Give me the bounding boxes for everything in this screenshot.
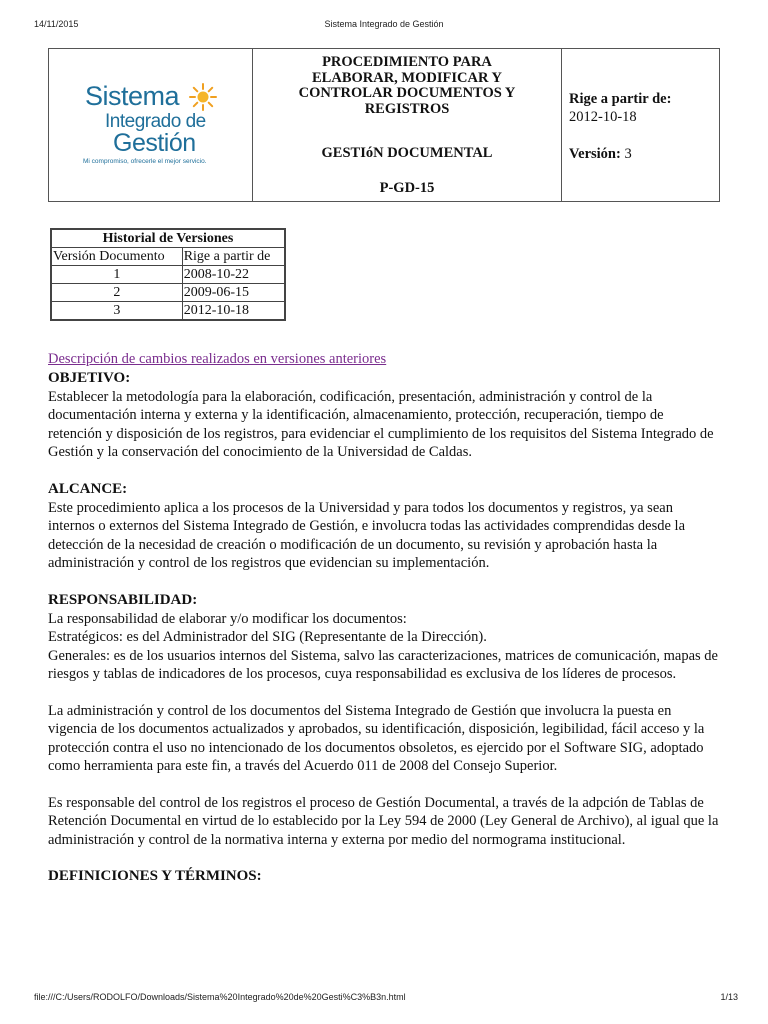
history-col-version: Versión Documento xyxy=(51,248,182,266)
history-version: 3 xyxy=(51,302,182,321)
history-col-date: Rige a partir de xyxy=(182,248,285,266)
changes-link[interactable]: Descripción de cambios realizados en versiones anteriores xyxy=(48,351,387,367)
objetivo-heading: OBJETIVO: xyxy=(48,369,131,386)
table-row xyxy=(51,302,285,321)
definiciones-heading: DEFINICIONES Y TÉRMINOS: xyxy=(48,868,262,884)
title-cell xyxy=(253,49,562,201)
procedure-title-line: ELABORAR, MODIFICAR Y xyxy=(312,69,502,86)
sun-icon xyxy=(189,83,217,111)
responsabilidad-paragraph: Es responsable del control de los registros el proceso de Gestión Documental, a través de la adpción de Tablas de Retención Documental en virtud de lo establecido por la Ley 594 de 2000 (Ley General de Archivo), al igual que la administración y control de la normativa interna y externa por medio del normograma institucional. xyxy=(48,794,719,848)
version-label: Versión: xyxy=(569,146,621,162)
history-version: 2 xyxy=(51,284,182,302)
alcance-text: Este procedimiento aplica a los procesos de la Universidad y para todos los documentos y registros, ya sean internos o externos del Sistema Integrado de Gestión, e involucra todas las actividades comprendidas desde la detección de la necesidad de creación o modificación de un documento, su revisión y aprobación hasta la administración y control de los registros que evidencian su implementación. xyxy=(48,499,686,571)
sig-logo xyxy=(79,81,239,171)
rige-label: Rige a partir de: xyxy=(569,91,672,107)
print-file-path: file:///C:/Users/RODOLFO/Downloads/Sistema%20Integrado%20de%20Gesti%C3%B3n.html xyxy=(34,992,406,1002)
document-body xyxy=(48,350,720,886)
history-date: 2008-10-22 xyxy=(182,266,285,284)
responsabilidad-line: La responsabilidad de elaborar y/o modificar los documentos: xyxy=(48,610,407,627)
table-row xyxy=(51,284,285,302)
procedure-title-line: PROCEDIMIENTO PARA xyxy=(322,54,492,70)
logo-word-integrado: Integrado de xyxy=(105,111,206,132)
procedure-title-line: CONTROLAR DOCUMENTOS Y xyxy=(298,85,516,101)
print-page-number: 1/13 xyxy=(720,992,738,1002)
version-value: 3 xyxy=(624,146,632,162)
print-footer xyxy=(0,992,768,1004)
table-row xyxy=(51,266,285,284)
objetivo-text: Establecer la metodología para la elaboración, codificación, presentación, administración y control de la documentación interna y externa y la identificación, almacenamiento, protección, recuperación, tiempo de retención y disposición de los registros, para evidenciar el cumplimiento de los requisitos del Sistema Integrado de Gestión y la conservación del conocimiento de la Universidad de Caldas. xyxy=(48,388,714,460)
print-title: Sistema Integrado de Gestión xyxy=(324,19,444,29)
history-title: Historial de Versiones xyxy=(51,229,285,248)
procedure-title xyxy=(253,55,561,117)
rige-date: 2012-10-18 xyxy=(569,109,637,125)
logo-slogan: Mi compromiso, ofrecerle el mejor servicio. xyxy=(83,158,207,165)
rige-cell xyxy=(562,49,719,201)
logo-word-sistema: Sistema xyxy=(85,81,180,111)
responsabilidad-heading: RESPONSABILIDAD: xyxy=(48,591,198,608)
procedure-code: P-GD-15 xyxy=(379,180,435,196)
logo-word-gestion: Gestión xyxy=(113,129,196,157)
procedure-subtitle: GESTIóN DOCUMENTAL xyxy=(321,145,493,161)
responsabilidad-paragraph: La administración y control de los documentos del Sistema Integrado de Gestión que involucra la puesta en vigencia de los documentos actualizados y aprobados, su identificación, disposición, legibilidad, fácil acceso y la protección contra el uso no intencionado de los documentos obsoletos, es ejercido por el Software SIG, adoptado como herramienta para este fin, a través del Acuerdo 011 de 2008 del Consejo Superior. xyxy=(48,702,705,774)
version-line xyxy=(569,146,632,163)
document-header-table xyxy=(48,48,720,202)
history-date: 2012-10-18 xyxy=(182,302,285,321)
responsabilidad-line: Estratégicos: es del Administrador del SIG (Representante de la Dirección). xyxy=(48,629,487,645)
history-version: 1 xyxy=(51,266,182,284)
alcance-heading: ALCANCE: xyxy=(48,480,128,497)
procedure-title-line: REGISTROS xyxy=(364,100,450,117)
logo-cell xyxy=(49,49,253,201)
version-history-table xyxy=(50,228,286,321)
responsabilidad-line: Generales: es de los usuarios internos del Sistema, salvo las caracterizaciones, matrices de comunicación, mapas de riesgos y tablas de indicadores de los procesos, cuya responsabilidad es exclusiva de los líderes de procesos. xyxy=(48,647,718,682)
print-header xyxy=(0,19,768,31)
print-date: 14/11/2015 xyxy=(34,19,79,29)
history-date: 2009-06-15 xyxy=(182,284,285,302)
